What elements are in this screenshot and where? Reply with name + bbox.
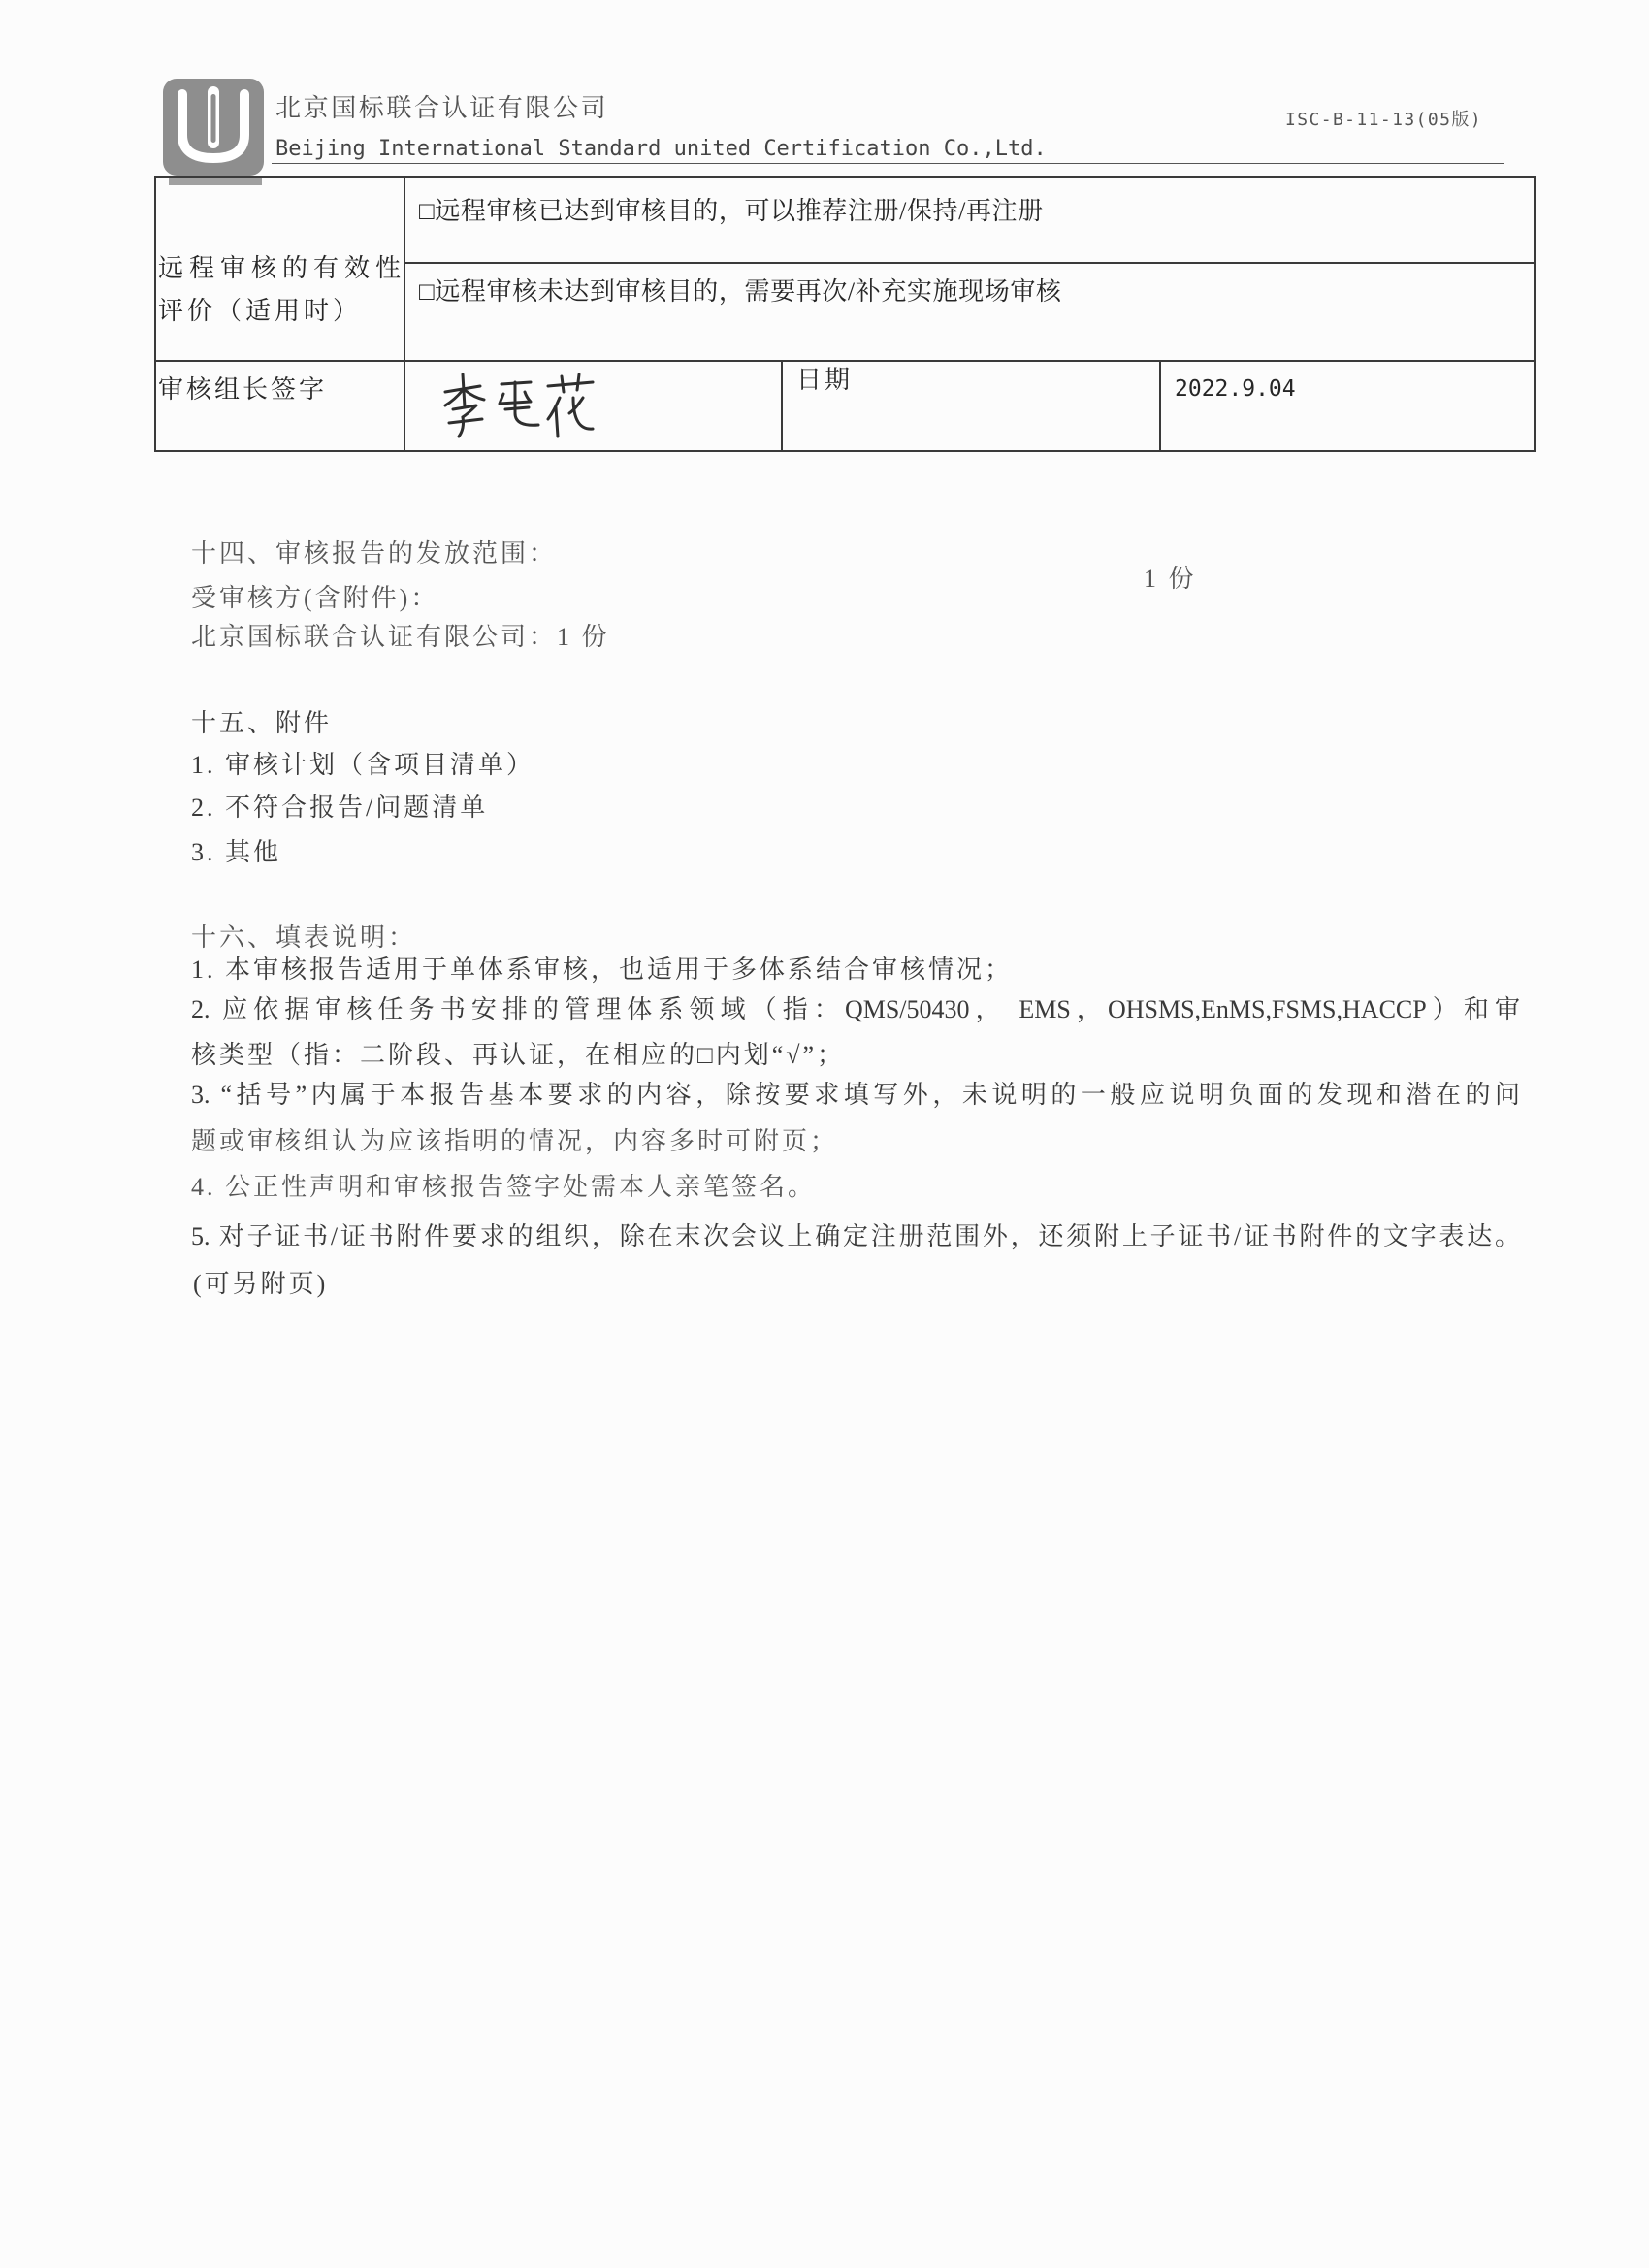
- table-divider: [404, 178, 405, 450]
- table-divider: [781, 360, 783, 450]
- table-divider: [1159, 360, 1161, 450]
- isc-logo-icon: [161, 77, 267, 187]
- section-15-title: 十五、附件: [191, 709, 333, 737]
- evaluation-option-not-achieved: □远程审核未达到审核目的，需要再次/补充实施现场审核: [419, 277, 1062, 306]
- attachment-item: 1. 审核计划（含项目清单）: [191, 751, 535, 779]
- attachment-item: 3. 其他: [191, 838, 282, 866]
- team-leader-signature-label: 审核组长签字: [158, 375, 328, 404]
- evaluation-label: 评价（适用时）: [158, 297, 363, 325]
- company-name-english: Beijing International Standard united Certification Co.,Ltd.: [275, 137, 1047, 161]
- evaluation-option-achieved: □远程审核已达到审核目的，可以推荐注册/保持/再注册: [419, 197, 1044, 225]
- evaluation-table: [154, 176, 1536, 452]
- instruction-line: 3. “括号”内属于本报告基本要求的内容，除按要求填写外，未说明的一般应说明负面的发现和潜在的问: [191, 1081, 1520, 1109]
- table-divider: [404, 262, 1534, 264]
- instruction-line: 核类型（指：二阶段、再认证，在相应的□内划“√”；: [191, 1041, 846, 1069]
- distribution-recipient: 受审核方(含附件)：: [191, 584, 439, 612]
- evaluation-label: 远程审核的有效性: [158, 254, 401, 282]
- team-leader-signature: [441, 369, 597, 442]
- instruction-line: 5. 对子证书/证书附件要求的组织，除在末次会议上确定注册范围外，还须附上子证书/证书附件的文字表达。: [191, 1222, 1520, 1250]
- instruction-line: 1. 本审核报告适用于单体系审核，也适用于多体系结合审核情况；: [191, 956, 1014, 984]
- company-name-chinese: 北京国标联合认证有限公司: [275, 94, 609, 122]
- section-14-title: 十四、审核报告的发放范围：: [191, 539, 558, 567]
- company-copies: 北京国标联合认证有限公司：1 份: [191, 623, 610, 651]
- header-divider: [272, 163, 1504, 164]
- attachment-item: 2. 不符合报告/问题清单: [191, 794, 489, 822]
- instruction-line: (可另附页): [193, 1270, 329, 1298]
- instruction-line: 4. 公正性声明和审核报告签字处需本人亲笔签名。: [191, 1173, 817, 1201]
- section-16-title: 十六、填表说明：: [191, 923, 417, 952]
- date-label: 日期: [796, 366, 854, 394]
- table-divider: [156, 360, 1534, 362]
- instruction-line: 2. 应依据审核任务书安排的管理体系领域（指：QMS/50430， EMS，OHSMS,EnMS,FSMS,HACCP）和审: [191, 995, 1520, 1023]
- form-code: ISC-B-11-13(05版): [1285, 110, 1482, 130]
- date-value: 2022.9.04: [1175, 376, 1296, 402]
- instruction-line: 题或审核组认为应该指明的情况，内容多时可附页；: [191, 1127, 839, 1155]
- recipient-copies: 1 份: [1144, 565, 1197, 593]
